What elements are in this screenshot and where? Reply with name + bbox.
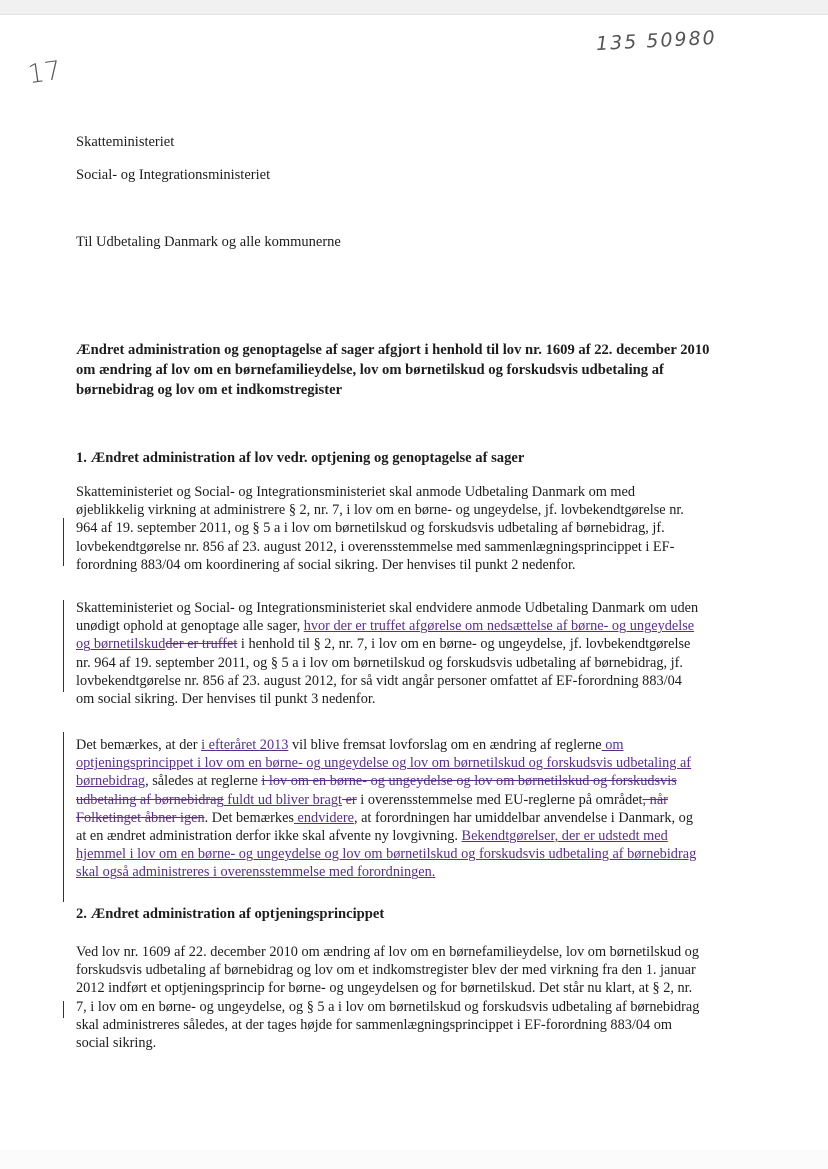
text-line: forskudsvis udbetaling af børnebidrag og lov om et indkomstregister blev der med virkning fra den 1. januar [76, 962, 696, 979]
text-line: om social sikring. Der henvises til punkt 3 nedenfor. [76, 691, 376, 708]
text-line: og børnetilskudder er truffet i henhold til § 2, nr. 7, i lov om en børne- og ungeydelse, jf. lovbekendtgørelse [76, 636, 691, 653]
text-line: børnebidrag, således at reglerne i lov om en børne- og ungeydelse og lov om børnetilskud og forskudsvis [76, 773, 677, 790]
deleted-text: i lov om en børne- og ungeydelse og lov om børnetilskud og forskudsvis [261, 773, 677, 790]
section-1-heading: 1. Ændret administration af lov vedr. optjening og genoptagelse af sager [76, 450, 525, 466]
inserted-text: hvor der er truffet afgørelse om nedsættelse af børne- og ungeydelse [303, 618, 695, 635]
sender-ministry-2: Social- og Integrationsministeriet [76, 167, 271, 183]
deleted-text: Folketinget åbner igen [76, 809, 205, 826]
document-title-line-1: Ændret administration og genoptagelse af sager afgjort i henhold til lov nr. 1609 af 22. december 2010 [76, 342, 710, 358]
inserted-text: og børnetilskud [76, 636, 166, 653]
change-bar [63, 1001, 64, 1018]
sender-ministry-1: Skatteministeriet [76, 134, 175, 150]
scan-top-edge [0, 0, 828, 15]
inserted-text: hjemmel i lov om en børne- og ungeydelse og lov om børnetilskud og forskudsvis udbetaling af børnebidrag [76, 846, 697, 863]
text-line: Skatteministeriet og Social- og Integrationsministeriet skal endvidere anmode Udbetaling Danmark om uden [76, 600, 699, 616]
section-2-paragraph [76, 943, 748, 1052]
handwritten-corner-mark: 17 [26, 55, 64, 91]
text-line: social sikring. [76, 1035, 157, 1052]
change-bar [63, 600, 64, 692]
inserted-text: børnebidrag [76, 773, 146, 790]
inserted-text: fuldt ud bliver bragt [223, 791, 343, 808]
text-line: at en ændret administration derfor ikke skal afvente ny lovgivning. Bekendtgørelser, der er udstedt med [76, 828, 668, 845]
text-line: 7, i lov om en børne- og ungeydelse, og § 5 a i lov om børnetilskud og forskudsvis udbetaling af børnebidrag [76, 998, 700, 1015]
text-line: lovbekendtgørelse nr. 856 af 23. august 2012, for så vidt angår personer omfattet af EF-forordning 883/04 [76, 672, 682, 689]
change-bar [63, 732, 64, 902]
text-line: 964 af 19. september 2011, og § 5 a i lov om børnetilskud og forskudsvis udbetaling af børnebidrag, jf. [76, 520, 665, 537]
inserted-text: endvidere [293, 809, 354, 826]
text-line: lovbekendtgørelse nr. 856 af 23. august 2012, i overensstemmelse med sammenlægningsprincippet i EF- [76, 538, 675, 555]
section-1-paragraph-2 [76, 599, 748, 708]
deleted-text: er [342, 791, 357, 808]
inserted-text: skal også administreres i overensstemmelse med forordningen. [76, 864, 436, 881]
text-line: nr. 964 af 19. september 2011, og § 5 a i lov om børnetilskud og forskudsvis udbetaling af børnebidrag, jf. [76, 654, 683, 671]
recipient-line: Til Udbetaling Danmark og alle kommunerne [76, 234, 341, 250]
text-line: 2012 indført et optjeningsprincip for børne- og ungeydelsen og for børnetilskud. Det står nu klart, at § 2, nr. [76, 980, 693, 997]
text-line [76, 845, 748, 863]
text-line: Det bemærkes, at der i efteråret 2013 vil blive fremsat lovforslag om en ændring af reglerne om [76, 737, 624, 753]
text-line: skal administreres således, at der tages højde for sammenlægningsprincippet i EF-forordning 883/04 om [76, 1016, 672, 1033]
inserted-text: Bekendtgørelser, der er udstedt med [461, 828, 668, 845]
inserted-text: optjeningsprincippet i lov om en børne- og ungeydelse og lov om børnetilskud og forskudsvis udbetaling af [76, 755, 692, 772]
text-line: forordning 883/04 om koordinering af social sikring. Der henvises til punkt 2 nedenfor. [76, 556, 576, 573]
change-bar [63, 518, 64, 566]
handwritten-journal-number: 135 50980 [595, 26, 718, 56]
section-1-paragraph-3 [76, 736, 748, 882]
section-2-heading: 2. Ændret administration af optjeningsprincippet [76, 906, 385, 922]
deleted-text: udbetaling af børnebidrag [76, 791, 224, 808]
text-line: øjeblikkelig virkning at administrere § 2, nr. 7, i lov om en børne- og ungeydelse, jf. lovbekendtgørelse nr. [76, 502, 684, 519]
text-line [76, 863, 748, 881]
inserted-text: om [601, 737, 624, 753]
deleted-text: , når [642, 791, 668, 808]
scan-bottom-edge [0, 1150, 828, 1169]
document-title-line-3: børnebidrag og lov om et indkomstregister [76, 382, 343, 398]
document-title-line-2: om ændring af lov om en børnefamilieydelse, lov om børnetilskud og forskudsvis udbetaling af [76, 362, 664, 378]
text-line: Ved lov nr. 1609 af 22. december 2010 om ændring af lov om en børnefamilieydelse, lov om børnetilskud og [76, 944, 699, 960]
text-line: udbetaling af børnebidrag fuldt ud bliver bragt er i overensstemmelse med EU-reglerne på området, når [76, 791, 668, 808]
text-line [76, 754, 748, 772]
inserted-text: i efteråret 2013 [201, 737, 289, 753]
text-line: Skatteministeriet og Social- og Integrationsministeriet skal anmode Udbetaling Danmark om med [76, 484, 636, 500]
deleted-text: der er truffet [165, 636, 238, 653]
text-line: unødigt ophold at genoptage alle sager, hvor der er truffet afgørelse om nedsættelse af børne- og ungeydelse [76, 618, 695, 635]
text-line: Folketinget åbner igen. Det bemærkes endvidere, at forordningen har umiddelbar anvendelse i Danmark, og [76, 809, 693, 826]
section-1-paragraph-1 [76, 483, 748, 574]
